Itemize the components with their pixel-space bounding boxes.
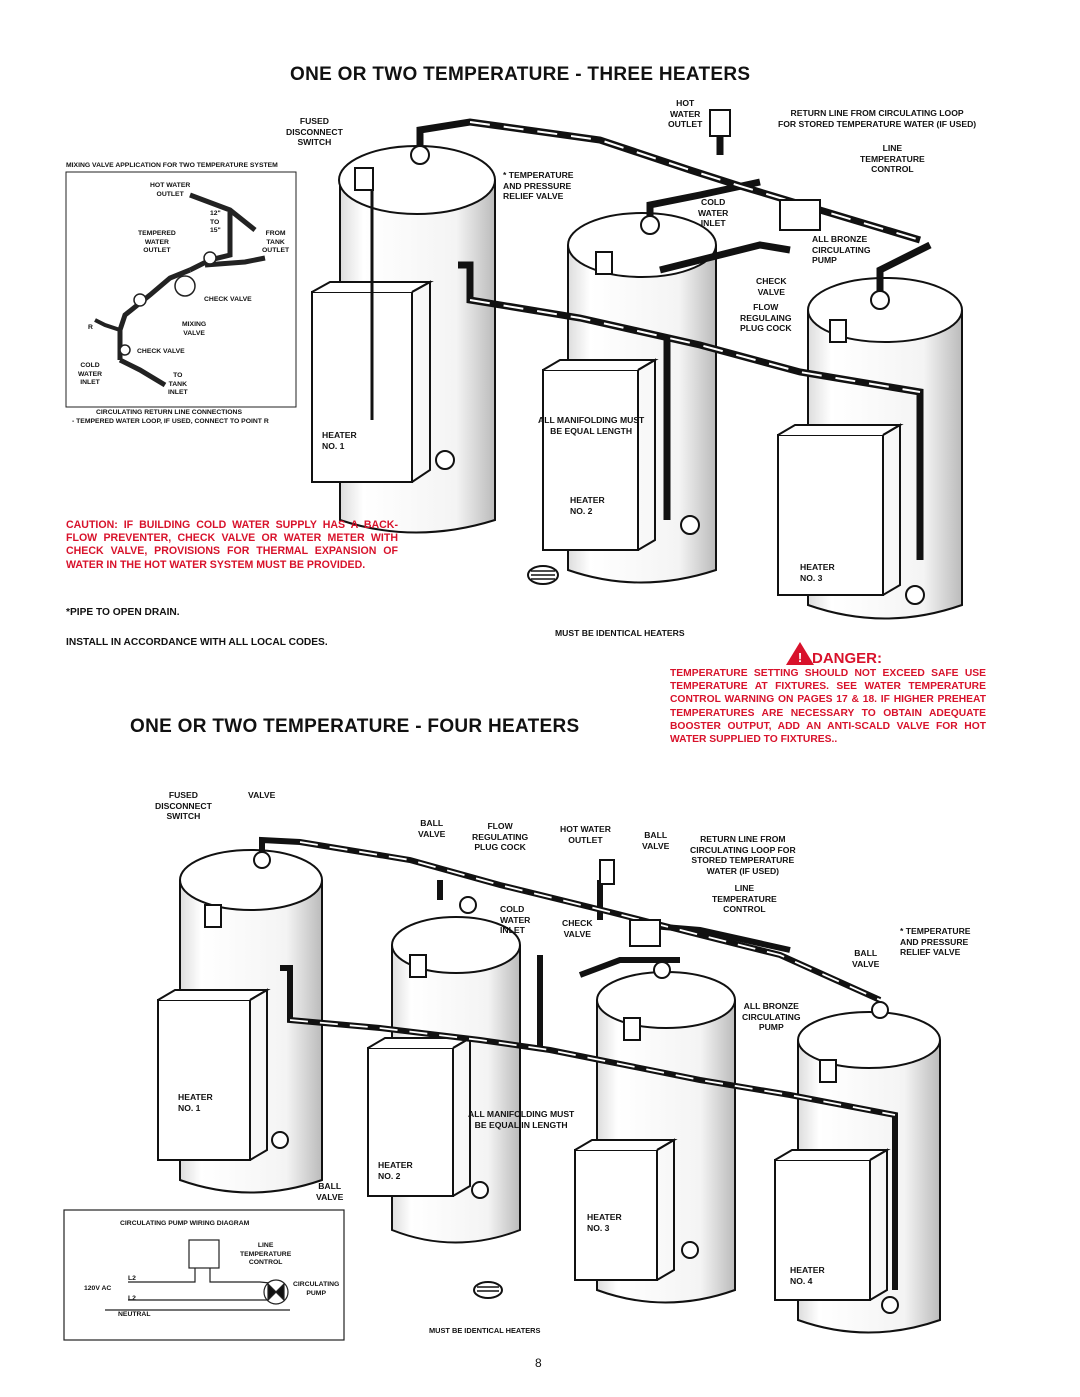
four-ball-valve-3: BALL VALVE xyxy=(852,948,880,969)
four-manifolding: ALL MANIFOLDING MUST BE EQUAL IN LENGTH xyxy=(468,1109,575,1130)
four-heater-1: HEATER NO. 1 xyxy=(178,1092,213,1113)
tp-relief-label: * TEMPERATURE AND PRESSURE RELIEF VALVE xyxy=(503,170,574,201)
return-line-label: RETURN LINE FROM CIRCULATING LOOP FOR STORED TEMPERATURE WATER (IF USED) xyxy=(778,108,977,129)
caution-note: CAUTION: IF BUILDING COLD WATER SUPPLY HAS A BACK-FLOW PREVENTER, CHECK VALVE OR WATER METER WITH CHECK VALVE, PROVISIONS FOR THERMAL EXPANSION OF WATER IN THE HOT WATER SYSTEM MUST BE PROVIDED. xyxy=(66,519,398,571)
wiring-title: CIRCULATING PUMP WIRING DIAGRAM xyxy=(120,1220,250,1227)
line-temp-control-label: LINE TEMPERATURE CONTROL xyxy=(860,143,925,174)
inset-hot-water-outlet: HOT WATER OUTLET xyxy=(150,182,191,198)
install-note: INSTALL IN ACCORDANCE WITH ALL LOCAL CODES. xyxy=(66,637,328,648)
heater-2-label: HEATER NO. 2 xyxy=(570,495,605,516)
drain-icon xyxy=(528,566,558,584)
four-check-valve: CHECK VALVE xyxy=(562,918,593,939)
four-fused-label: FUSED DISCONNECT SWITCH xyxy=(155,790,212,821)
four-heater-3: HEATER NO. 3 xyxy=(587,1212,622,1233)
three-heaters-diagram xyxy=(312,110,962,619)
four-valve-label: VALVE xyxy=(248,790,276,800)
mixing-inset-title: MIXING VALVE APPLICATION FOR TWO TEMPERATURE SYSTEM xyxy=(66,162,278,169)
heater-2-tank xyxy=(368,917,520,1243)
wiring-l2-bottom: L2 xyxy=(128,1295,136,1302)
danger-heading: DANGER: xyxy=(812,650,882,667)
four-ball-valve-1: BALL VALVE xyxy=(418,818,446,839)
cold-water-inlet-label: COLD WATER INLET xyxy=(698,197,729,228)
inset-check-valve-1: CHECK VALVE xyxy=(204,296,252,303)
drain-icon xyxy=(474,1282,502,1298)
danger-icon xyxy=(786,642,814,665)
inset-point-r: R xyxy=(88,324,93,331)
inset-to-tank: TO TANK INLET xyxy=(168,372,188,396)
four-ball-valve-4: BALL VALVE xyxy=(316,1181,344,1202)
four-heater-2: HEATER NO. 2 xyxy=(378,1160,413,1181)
heater-1-label: HEATER NO. 1 xyxy=(322,430,357,451)
inset-tempered-outlet: TEMPERED WATER OUTLET xyxy=(138,230,176,254)
wiring-pump: CIRCULATING PUMP xyxy=(293,1281,340,1297)
svg-text:!: ! xyxy=(797,650,803,665)
wiring-line-temp: LINE TEMPERATURE CONTROL xyxy=(240,1242,292,1266)
four-flow-regulating: FLOW REGULATING PLUG COCK xyxy=(472,821,529,852)
four-hot-water-outlet: HOT WATER OUTLET xyxy=(560,824,611,845)
wiring-volt: 120V AC xyxy=(84,1285,112,1292)
check-valve-label: CHECK VALVE xyxy=(756,276,787,297)
inset-dimension: 12" TO 15" xyxy=(210,210,221,234)
inset-check-valve-2: CHECK VALVE xyxy=(137,348,185,355)
four-ball-valve-2: BALL VALVE xyxy=(642,830,670,851)
heater-1-tank xyxy=(312,146,495,533)
danger-text: TEMPERATURE SETTING SHOULD NOT EXCEED SAFE USE TEMPERATURE AT FIXTURES. SEE WATER TEMPERATURE CONTROL WARNING ON PAGES 17 & 18. IF HIGHER PREHEAT TEMPERATURES ARE NECESSARY TO OBTAIN ADEQUATE BOOSTER OUTPUT, ADD AN ANTI-SCALD VALVE FOR HOT WATER SUPPLIED TO FIXTURES.. xyxy=(670,668,986,746)
wiring-l2-top: L2 xyxy=(128,1275,136,1282)
inset-caption-2: - TEMPERED WATER LOOP, IF USED, CONNECT TO POINT R xyxy=(72,418,269,425)
four-return-line: RETURN LINE FROM CIRCULATING LOOP FOR STORED TEMPERATURE WATER (IF USED) xyxy=(690,834,796,876)
page-number: 8 xyxy=(535,1356,542,1370)
fused-disconnect-label: FUSED DISCONNECT SWITCH xyxy=(286,116,343,147)
four-circulating-pump: ALL BRONZE CIRCULATING PUMP xyxy=(742,1001,801,1032)
identical-heaters-label: MUST BE IDENTICAL HEATERS xyxy=(555,628,685,638)
manifolding-label: ALL MANIFOLDING MUST BE EQUAL LENGTH xyxy=(538,415,645,436)
four-heater-4: HEATER NO. 4 xyxy=(790,1265,825,1286)
inset-cold-inlet: COLD WATER INLET xyxy=(78,362,103,386)
pipe-drain-note: *PIPE TO OPEN DRAIN. xyxy=(66,607,180,618)
inset-from-tank: FROM TANK OUTLET xyxy=(262,230,290,254)
flow-regulating-label: FLOW REGULAING PLUG COCK xyxy=(740,302,792,333)
wiring-neutral: NEUTRAL xyxy=(118,1311,151,1318)
four-line-temp-control: LINE TEMPERATURE CONTROL xyxy=(712,883,777,914)
inset-caption-1: CIRCULATING RETURN LINE CONNECTIONS xyxy=(96,409,243,416)
hot-water-outlet-label: HOT WATER OUTLET xyxy=(668,98,703,129)
title-three-heaters: ONE OR TWO TEMPERATURE - THREE HEATERS xyxy=(290,64,751,85)
four-identical-heaters: MUST BE IDENTICAL HEATERS xyxy=(429,1326,541,1335)
inset-mixing-valve: MIXING VALVE xyxy=(182,321,207,337)
heater-3-label: HEATER NO. 3 xyxy=(800,562,835,583)
four-cold-water-inlet: COLD WATER INLET xyxy=(500,904,531,935)
circulating-pump-label: ALL BRONZE CIRCULATING PUMP xyxy=(812,234,871,265)
four-tp-relief: * TEMPERATURE AND PRESSURE RELIEF VALVE xyxy=(900,926,971,957)
heater-3-tank xyxy=(575,972,735,1303)
title-four-heaters: ONE OR TWO TEMPERATURE - FOUR HEATERS xyxy=(130,716,580,737)
wiring-inset xyxy=(64,1210,344,1340)
